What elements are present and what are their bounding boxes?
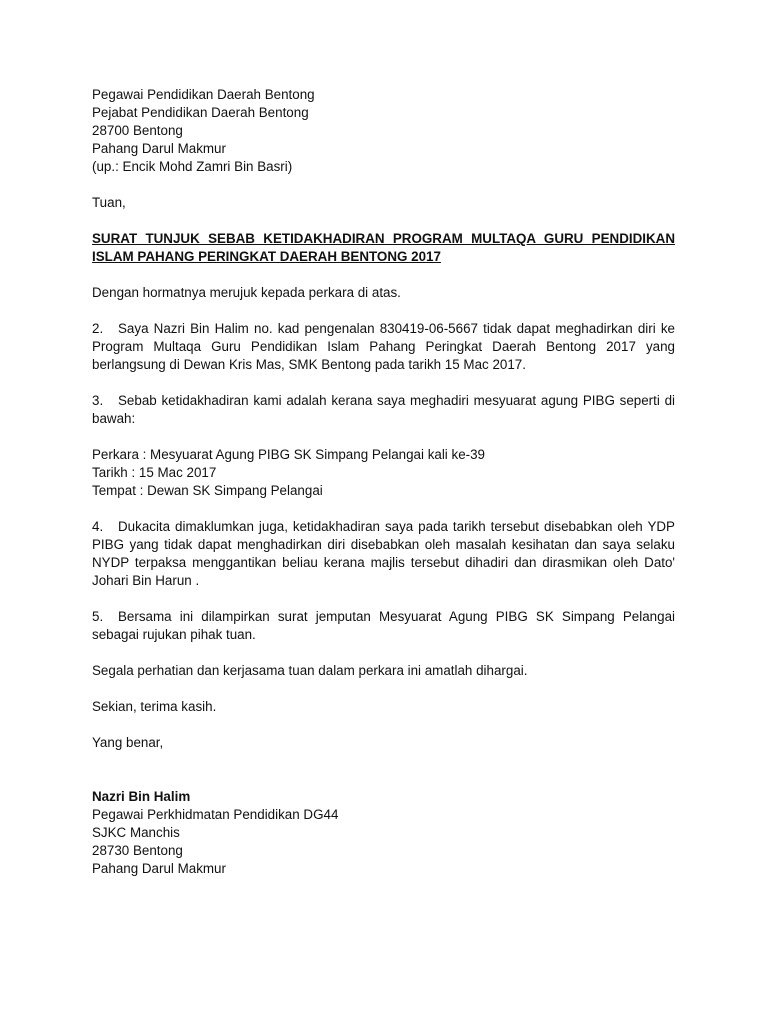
sender-postcode: 28730 Bentong [92,843,183,858]
thanks-line: Sekian, terima kasih. [92,699,217,714]
appreciation-line: Segala perhatian dan kerjasama tuan dalam perkara ini amatlah dihargai. [92,663,528,678]
letter-subject: SURAT TUNJUK SEBAB KETIDAKHADIRAN PROGRAM MULTAQA GURU PENDIDIKAN ISLAM PAHANG PERINGKAT DAERAH BENTONG 2017 [92,231,675,264]
detail-perkara: Perkara : Mesyuarat Agung PIBG SK Simpang Pelangai kali ke-39 [92,447,486,462]
detail-tempat: Tempat : Dewan SK Simpang Pelangai [92,483,323,498]
sender-name: Nazri Bin Halim [92,789,191,804]
paragraph-number: 5. [92,609,104,624]
sender-school: SJKC Manchis [92,825,180,840]
paragraph-number: 2. [92,321,104,336]
recipient-line-4: Pahang Darul Makmur [92,141,226,156]
paragraph-text: Sebab ketidakhadiran kami adalah kerana saya meghadiri mesyuarat agung PIBG seperti di bawah: [92,393,675,426]
sender-block [92,788,675,878]
recipient-line-3: 28700 Bentong [92,123,183,138]
recipient-line-5: (up.: Encik Mohd Zamri Bin Basri) [92,159,293,174]
paragraph-3 [92,392,675,428]
paragraph-2 [92,320,675,374]
sender-title: Pegawai Perkhidmatan Pendidikan DG44 [92,807,339,822]
recipient-address [92,86,675,176]
recipient-line-2: Pejabat Pendidikan Daerah Bentong [92,105,309,120]
salutation: Tuan, [92,195,126,210]
paragraph-number: 4. [92,519,104,534]
paragraph-text: Dukacita dimaklumkan juga, ketidakhadiran saya pada tarikh tersebut disebabkan oleh YDP PIBG yang tidak dapat menghadirkan diri disebabkan oleh masalah kesihatan dan saya selaku NYDP terpaksa menggantikan beliau kerana majlis tersebut dihadiri dan dirasmikan oleh Dato' Johari Bin Harun . [92,519,675,588]
signoff-line: Yang benar, [92,735,164,750]
paragraph-text: Bersama ini dilampirkan surat jemputan Mesyuarat Agung PIBG SK Simpang Pelangai sebagai rujukan pihak tuan. [92,609,675,642]
sender-state: Pahang Darul Makmur [92,861,226,876]
paragraph-4 [92,518,675,590]
paragraph-number: 3. [92,393,104,408]
recipient-line-1: Pegawai Pendidikan Daerah Bentong [92,87,315,102]
paragraph-text: Saya Nazri Bin Halim no. kad pengenalan 830419-06-5667 tidak dapat meghadirkan diri ke Program Multaqa Guru Pendidikan Islam Pahang Peringkat Daerah Bentong 2017 yang berlangsung di Dewan Kris Mas, SMK Bentong pada tarikh 15 Mac 2017. [92,321,675,372]
paragraph-5 [92,608,675,644]
letter-page [92,86,675,878]
opening-paragraph: Dengan hormatnya merujuk kepada perkara di atas. [92,285,401,300]
detail-tarikh: Tarikh : 15 Mac 2017 [92,465,217,480]
meeting-details [92,446,675,500]
